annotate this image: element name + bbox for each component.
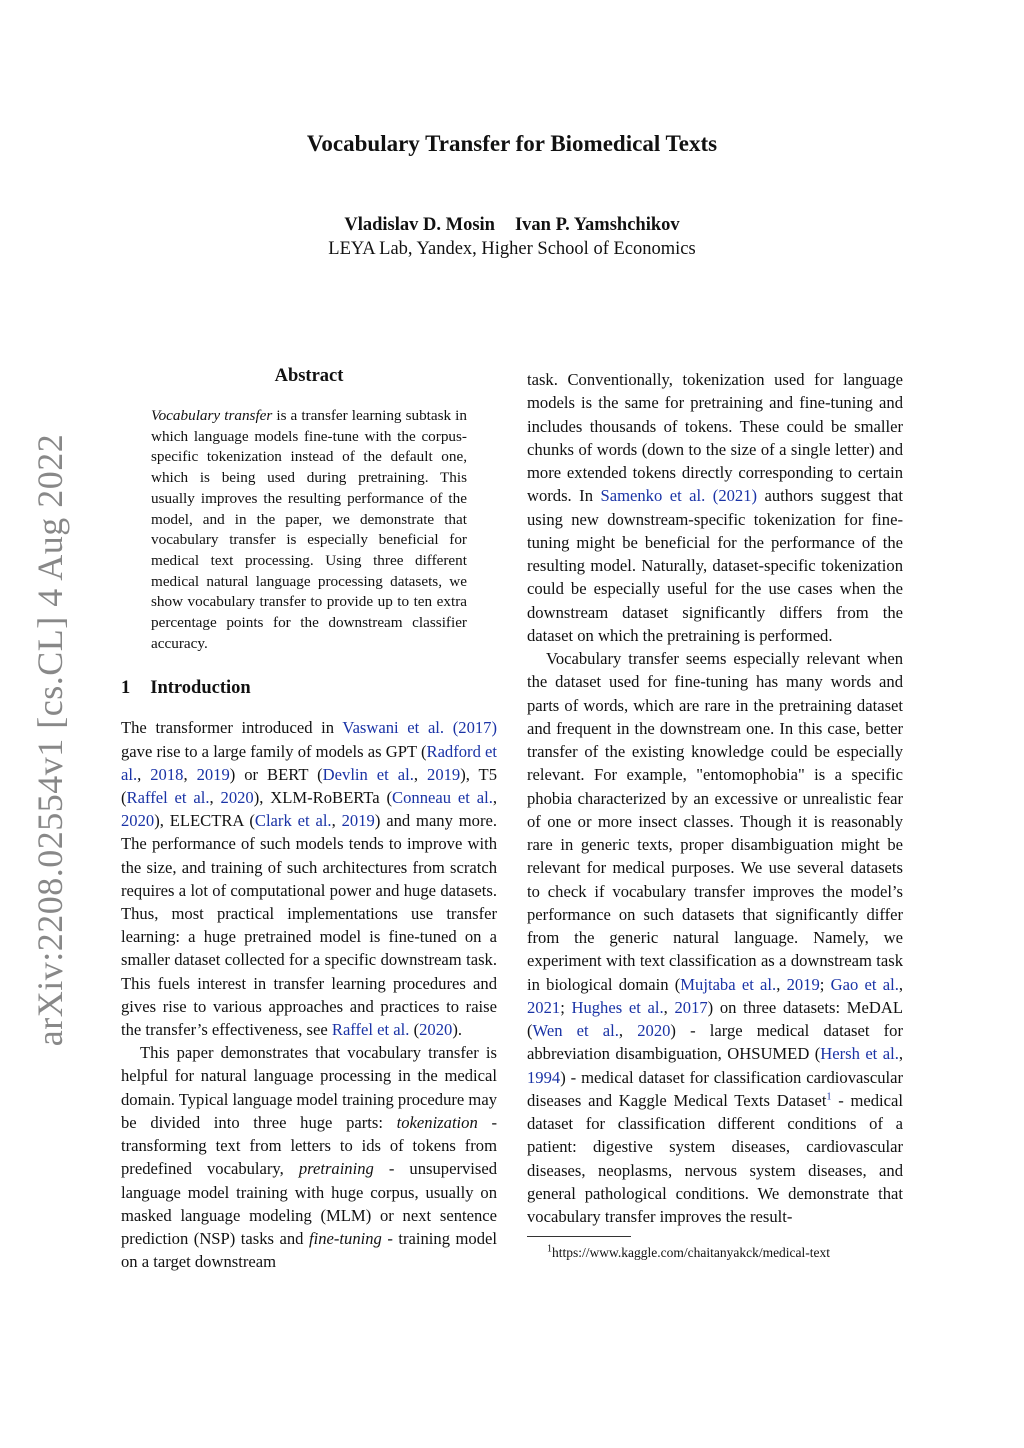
left-column — [121, 366, 497, 1273]
citation-link[interactable]: 2021 — [527, 997, 561, 1017]
authors — [0, 215, 1024, 236]
arxiv-identifier: arXiv:2208.02554v1 [cs.CL] 4 Aug 2022 — [30, 433, 70, 1047]
citation-link[interactable]: 2020 — [220, 788, 254, 808]
citation-link[interactable]: Vaswani et al. (2017) — [342, 718, 497, 738]
intro-paragraph-4: Vocabulary transfer seems especially relevant when the dataset used for fine-tuning has many words and parts of words, which are rare in the pretraining dataset and frequent in the downstream one. In this case, better transfer of the existing knowledge could be especially relevant. For example, "entomophobia" is a specific phobia characterized by an excessive or unrealistic fear of one or more insect classes. Though it is reasonably rare in generic texts, proper disambiguation might be relevant for medical purposes. We use several datasets to check if vocabulary transfer improves the model’s performance on such datasets that significantly differ from the generic natural language. Namely, we experiment with text classification as a downstream task in biological domain (Mujtaba et al., 2019; Gao et al., 2021; Hughes et al., 2017) on three datasets: MeDAL (Wen et al., 2020) - large medical dataset for abbreviation disambiguation, OHSUMED (Hersh et al., 1994) - medical dataset for classification cardiovascular diseases and Kaggle Medical Texts Dataset$^1$ - medical dataset for classification different conditions of a patient: digestive system diseases, cardiovascular diseases, neoplasms, nervous system diseases, and general pathological conditions. We demonstrate that vocabulary transfer improves the result- — [527, 649, 904, 1226]
abstract-term: Vocabulary transfer — [151, 407, 273, 424]
citation-link[interactable]: (2021) — [712, 486, 758, 506]
intro-paragraph-2: This paper demonstrates that vocabulary transfer is helpful for natural language processing in the medical domain. Typical language model training procedure may be divided into three huge parts: tokenization - transforming text from letters to ids of tokens from predefined vocabulary, pretraining - unsupervised language model training with huge corpus, usually on masked language modeling (MLM) or next sentence prediction (NSP) tasks and fine-tuning - training model on a target downstream — [121, 1043, 497, 1272]
abstract-text: Vocabulary transfer is a transfer learning subtask in which language models fine-tune with the corpus-specific tokenization instead of the default one, which is being used during pretraining. This usually improves the resulting performance of the model, and in the paper, we demonstrate that vocabulary transfer is especially beneficial for medical text processing. Using three different medical natural language processing datasets, we show vocabulary transfer to provide up to ten extra percentage points for the downstream classifier accuracy. — [151, 407, 467, 652]
citation-link[interactable]: Radford et al. — [121, 741, 498, 784]
citation-link[interactable]: Raffel et al. — [331, 1020, 410, 1040]
citation-link[interactable]: Hersh et al. — [820, 1044, 899, 1064]
citation-link[interactable]: Gao et al. — [830, 974, 899, 994]
footnote: $^1$https://www.kaggle.com/chaitanyakck/medical-text — [547, 1243, 831, 1261]
affiliation: LEYA Lab, Yandex, Higher School of Economics — [328, 239, 696, 259]
paper-title: Vocabulary Transfer for Biomedical Texts — [306, 131, 718, 156]
citation-link[interactable]: 2020 — [121, 811, 155, 831]
citation-link[interactable]: Mujtaba et al. — [680, 974, 777, 994]
citation-link[interactable]: Wen et al. — [532, 1021, 619, 1040]
citation-link[interactable]: Conneau et al. — [392, 788, 493, 808]
citation-link[interactable]: 2019 — [341, 811, 375, 831]
citation-link[interactable]: Hughes et al. — [571, 997, 664, 1017]
intro-paragraph-3: task. Conventionally, tokenization used for language models is the same for pretraining and fine-tuning and includes thousands of tokens. These could be smaller chunks of words (down to the size of a single letter) and more extended tokens directly corresponding to certain words. In Samenko et al. (2021) authors suggest that using new downstream-specific tokenization for fine-tuning might be beneficial for the performance of the resulting model. Naturally, dataset-specific tokenization could be especially useful for the use cases when the downstream dataset significantly differs from the dataset on which the pretraining is performed. — [527, 370, 903, 645]
citation-link[interactable]: Raffel et al. — [126, 788, 210, 808]
citation-link[interactable]: Samenko et al. — [600, 486, 706, 506]
citation-link[interactable]: 2020 — [637, 1021, 671, 1040]
author-name: Vladislav D. Mosin — [344, 215, 495, 235]
citation-link[interactable]: Clark et al. — [254, 811, 332, 831]
citation-link[interactable]: 2020 — [419, 1020, 453, 1040]
right-column — [527, 368, 903, 1261]
abstract-heading: Abstract — [274, 366, 344, 386]
citation-link[interactable]: 2019 — [427, 764, 461, 784]
citation-link[interactable]: 2018 — [150, 764, 184, 784]
author-name: Ivan P. Yamshchikov — [514, 215, 680, 235]
citation-link[interactable]: 2019 — [196, 764, 230, 784]
citation-link[interactable]: 2019 — [786, 974, 820, 994]
citation-link[interactable]: 2017 — [674, 997, 708, 1017]
intro-paragraph-1: The transformer introduced in Vaswani et al. (2017) gave rise to a large family of models as GPT (Radford et al., 2018, 2019) or BERT (Devlin et al., 2019), T5 (Raffel et al., 2020), XLM-RoBERTa (Conneau et al., 2020), ELECTRA (Clark et al., 2019) and many more. The performance of such models tends to improve with the size, and training of such architectures from scratch requires a lot of computational power and huge datasets. Thus, most practical implementations use transfer learning: a huge pretrained model is fine-tuned on a smaller dataset collected for a specific downstream task. This fuels interest in transfer learning procedures and gives rise to various approaches and practices to raise the transfer’s effectiveness, see Raffel et al. (2020). — [121, 718, 498, 1040]
footnote-url[interactable]: https://www.kaggle.com/chaitanyakck/medical-text — [552, 1245, 831, 1261]
citation-link[interactable]: 1994 — [527, 1067, 561, 1087]
citation-link[interactable]: Devlin et al. — [322, 764, 414, 784]
footnote-marker[interactable]: 1 — [826, 1091, 832, 1103]
section-heading: 1 Introduction — [121, 678, 251, 699]
footnote-divider — [527, 1236, 631, 1237]
